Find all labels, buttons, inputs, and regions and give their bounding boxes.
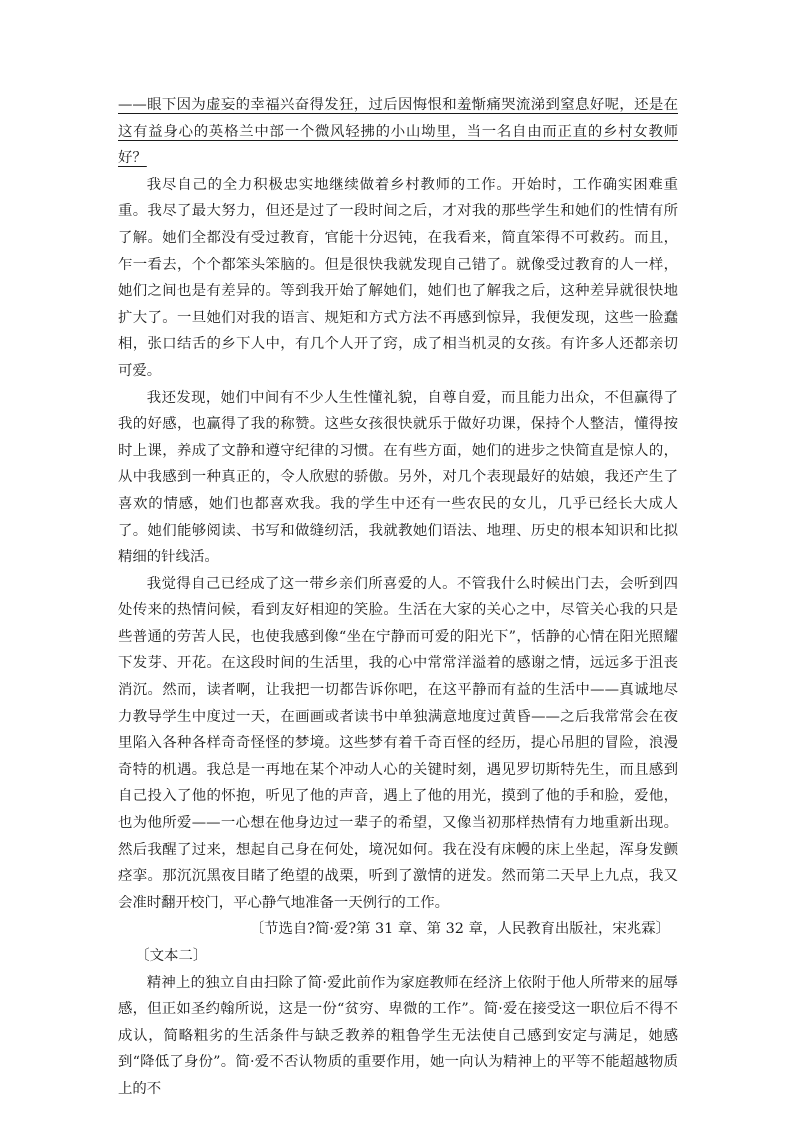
paragraph-1: 我尽自己的全力积极忠实地继续做着乡村教师的工作。开始时，工作确实困难重重。我尽了最大努力，但还是过了一段时间之后，才对我的那些学生和她们的性情有所了解。她们全都没有受过教育，官能十分迟钝，在我看来，简直笨得不可救药。而且，乍一看去，个个都笨头笨脑的。但是很快我就发现自己错了。就像受过教育的人一样，她们之间也是有差异的。等到我开始了解她们，她们也了解我之后，这种差异就很快地扩大了。一旦她们对我的语言、规矩和方式方法不再感到惊异，我便发现，这些一脸蠢相，张口结舌的乡下人中，有几个人开了窍，成了相当机灵的女孩。有许多人还都亲切可爱。 <box>118 176 678 379</box>
document-page <box>118 92 678 1103</box>
section-heading-text-2: 〔文本二〕 <box>135 948 208 964</box>
source-citation: 〔节选自?简·爱?第 31 章、第 32 章，人民教育出版社，宋兆霖〕 <box>249 921 670 938</box>
paragraph-2: 我还发现，她们中间有不少人生性懂礼貌，自尊自爱，而且能力出众，不但赢得了我的好感，也赢得了我的称赞。这些女孩很快就乐于做好功课，保持个人整洁，懂得按时上课，养成了文静和遵守纪律的习惯。在有些方面，她们的进步之快简直是惊人的，从中我感到一种真正的，令人欣慰的骄傲。另外，对几个表现最好的姑娘，我还产生了喜欢的情感，她们也都喜欢我。我的学生中还有一些农民的女儿，几乎已经长大成人了。她们能够阅读、书写和做缝纫活，我就教她们语法、地理、历史的根本知识和比拟精细的针线活。 <box>118 389 678 566</box>
paragraph-3: 我觉得自己已经成了这一带乡亲们所喜爱的人。不管我什么时候出门去，会听到四处传来的热情问候，看到友好相迎的笑脸。生活在大家的关心之中，尽管关心我的只是些普通的劳苦人民，也使我感到像“坐在宁静而可爱的阳光下”，恬静的心情在阳光照耀下发芽、开花。在这段时间的生活里，我的心中常常洋溢着的感谢之情，远远多于沮丧消沉。然而，读者啊，让我把一切都告诉你吧，在这平静而有益的生活中——真诚地尽力教导学生中度过一天，在画画或者读书中单独满意地度过黄昏——之后我常常会在夜里陷入各种各样奇奇怪怪的梦境。这些梦有着千奇百怪的经历，提心吊胆的冒险，浪漫奇特的机遇。我总是一再地在某个冲动人心的关键时刻，遇见罗切斯特先生，而且感到自己投入了他的怀抱，听见了他的声音，遇上了他的用光，摸到了他的手和脸，爱他，也为他所爱——一心想在他身边过一辈子的希望，又像当初那样热情有力地重新出现。然后我醒了过来，想起自己身在何处，境况如何。我在没有床幔的床上坐起，浑身发颤痉挛。那沉沉黑夜目睹了绝望的战栗，听到了激情的迸发。然而第二天早上九点，我又会准时翻开校门，平心静气地准备一天例行的工作。 <box>118 575 678 911</box>
opening-paragraph: ——眼下因为虚妄的幸福兴奋得发狂，过后因悔恨和羞惭痛哭流涕到窒息好呢，还是在这有益身心的英格兰中部一个微风轻拂的小山坳里，当一名自由而正直的乡村女教师好？ <box>118 97 678 167</box>
text2-paragraph-1: 精神上的独立自由扫除了简·爱此前作为家庭教师在经济上依附于他人所带来的屈辱感，但正如圣约翰所说，这是一份“贫穷、卑微的工作”。简·爱在接受这一职位后不得不成认，简略粗劣的生活条件与缺乏教养的粗鲁学生无法使自己感到安定与满足，她感到“降低了身份”。简·爱不否认物质的重要作用，她一向认为精神上的平等不能超越物质上的不 <box>118 974 678 1097</box>
